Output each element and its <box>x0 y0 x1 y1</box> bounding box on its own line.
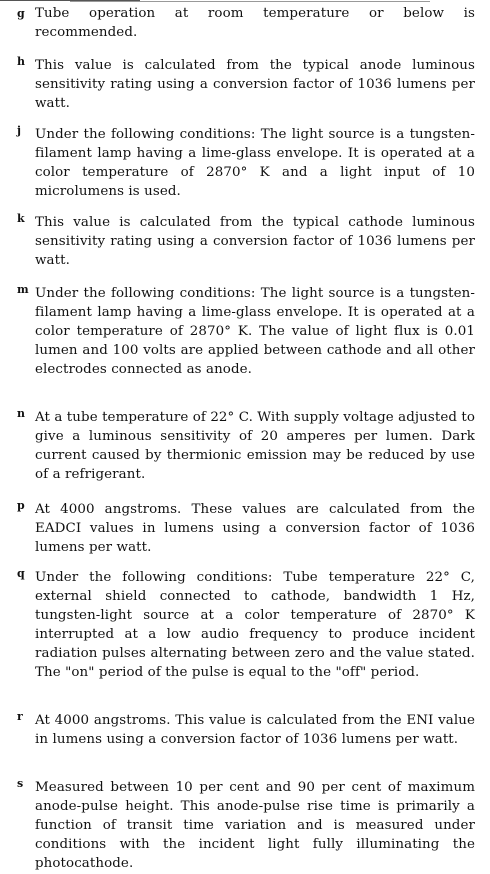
footnote-text: Under the following conditions: The light source is a tungsten-filament lamp having a lime-glass envelope. It is operated at a color temperature of 2870° K. The value of light flux is 0.01 lumen and 100 volts are applied between cathode and all other electrodes connected as anode. <box>35 286 475 377</box>
top-rule <box>0 0 490 3</box>
footnote-marker: g <box>17 7 25 20</box>
footnote-marker: k <box>17 212 25 225</box>
footnote-marker: n <box>17 407 25 420</box>
footnote-text: Tube operation at room temperature or below is recommended. <box>35 6 475 40</box>
footnote-marker: m <box>17 283 29 296</box>
footnote-marker: s <box>17 777 24 790</box>
footnote-text: Under the following conditions: Tube temperature 22° C, external shield connected to cathode, bandwidth 1 Hz, tungsten-light source at a color temperature of 2870° K interrupted at a low audio frequency to produce incident radiation pulses alternating between zero and the value stated. The "on" period of the pulse is equal to the "off" period. <box>35 570 475 680</box>
footnote-text: This value is calculated from the typical anode luminous sensitivity rating using a conversion factor of 1036 lumens per watt. <box>35 58 475 111</box>
footnote-text: Measured between 10 per cent and 90 per cent of maximum anode-pulse height. This anode-pulse rise time is primarily a function of transit time variation and is measured under conditions with the incident light fully illuminating the photocathode. <box>35 780 475 871</box>
rule-segment <box>70 1 430 2</box>
footnote-text: At 4000 angstroms. This value is calculated from the ENI value in lumens using a conversion factor of 1036 lumens per watt. <box>35 713 475 747</box>
footnote-text: This value is calculated from the typical cathode luminous sensitivity rating using a conversion factor of 1036 lumens per watt. <box>35 215 475 268</box>
footnote-text: At a tube temperature of 22° C. With supply voltage adjusted to give a luminous sensitivity of 20 amperes per lumen. Dark current caused by thermionic emission may be reduced by use of a refrigerant. <box>35 410 476 482</box>
footnote-marker: q <box>17 567 25 580</box>
footnote-marker: r <box>17 710 23 723</box>
footnote-text: At 4000 angstroms. These values are calculated from the EADCI values in lumens using a conversion factor of 1036 lumens per watt. <box>35 502 475 555</box>
footnote-marker: h <box>17 55 25 68</box>
footnote-text: Under the following conditions: The light source is a tungsten-filament lamp having a lime-glass envelope. It is operated at a color temperature of 2870° K and a light input of 10 microlumens is used. <box>35 127 475 199</box>
footnote-marker: j <box>17 124 21 137</box>
footnote-marker: p <box>17 499 25 512</box>
